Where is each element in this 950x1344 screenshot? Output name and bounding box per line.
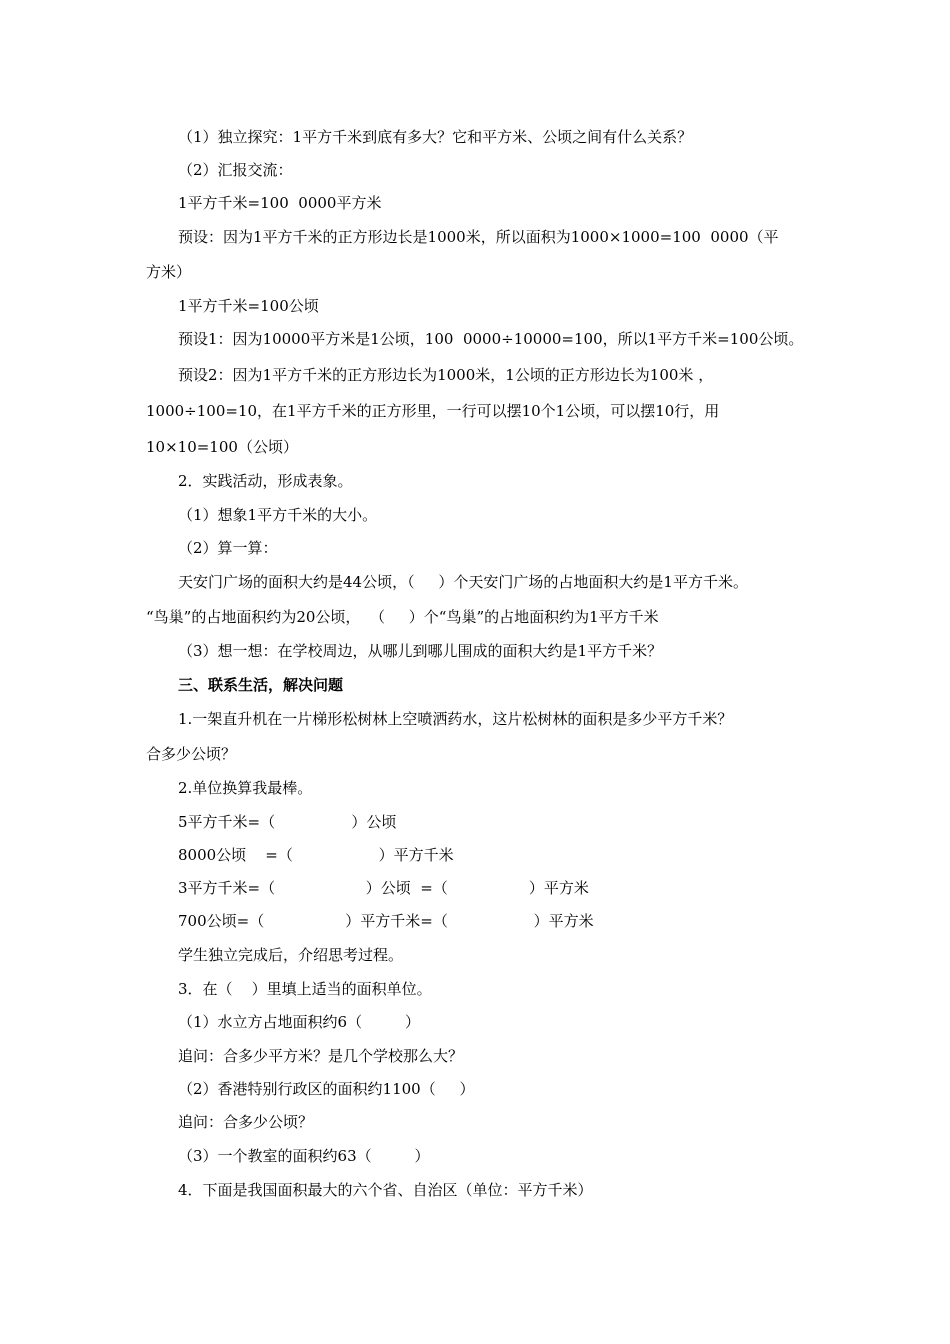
paragraph-line: “鸟巢”的占地面积约为20公顷， （ ）个“鸟巢”的占地面积约为1平方千米	[146, 608, 659, 626]
paragraph-line: （1）想象1平方千米的大小。	[178, 506, 378, 524]
paragraph-line: （3）想一想：在学校周边，从哪儿到哪儿围成的面积大约是1平方千米？	[178, 642, 663, 660]
paragraph-line: 追问：合多少公顷？	[178, 1113, 314, 1131]
paragraph-line: 学生独立完成后，介绍思考过程。	[178, 946, 404, 964]
paragraph-line: （1）水立方占地面积约6（ ）	[178, 1013, 421, 1031]
paragraph-line: 追问：合多少平方米？是几个学校那么大？	[178, 1047, 464, 1065]
paragraph-line: （1）独立探究：1平方千米到底有多大？它和平方米、公顷之间有什么关系？	[178, 128, 693, 146]
paragraph-line: 1平方千米=100 0000平方米	[178, 194, 382, 212]
paragraph-line: 方米）	[146, 263, 192, 281]
paragraph-line: 3平方千米=（ ）公顷 =（ ）平方米	[178, 879, 589, 897]
paragraph-line: （3）一个教室的面积约63（ ）	[178, 1147, 430, 1165]
paragraph-line: 1000÷100=10，在1平方千米的正方形里，一行可以摆10个1公顷，可以摆10行，用	[146, 402, 720, 420]
paragraph-line: 合多少公顷？	[146, 745, 237, 763]
paragraph-line: 5平方千米=（ ）公顷	[178, 813, 397, 831]
paragraph-line: 2.单位换算我最棒。	[178, 779, 313, 797]
paragraph-line: 预设1：因为10000平方米是1公顷，100 0000÷10000=100，所以1平方千米=100公顷。	[178, 330, 804, 348]
paragraph-line: （2）汇报交流：	[178, 161, 293, 179]
paragraph-line: 700公顷=（ ）平方千米=（ ）平方米	[178, 912, 594, 930]
paragraph-line: 天安门广场的面积大约是44公顷，（ ）个天安门广场的占地面积大约是1平方千米。	[178, 573, 748, 591]
paragraph-line: 预设：因为1平方千米的正方形边长是1000米，所以面积为1000×1000=100 0000（平	[178, 228, 779, 246]
paragraph-line: 4．下面是我国面积最大的六个省、自治区（单位：平方千米）	[178, 1181, 593, 1199]
paragraph-line: 3．在（ ）里填上适当的面积单位。	[178, 980, 432, 998]
paragraph-line: （2）算一算：	[178, 539, 278, 557]
paragraph-line: （2）香港特别行政区的面积约1100（ ）	[178, 1080, 475, 1098]
section-heading: 三、联系生活，解决问题	[178, 676, 344, 694]
paragraph-line: 10×10=100（公顷）	[146, 438, 298, 456]
paragraph-line: 1平方千米=100公顷	[178, 297, 319, 315]
paragraph-line: 预设2：因为1平方千米的正方形边长为1000米，1公顷的正方形边长为100米 ，	[178, 366, 714, 384]
paragraph-line: 8000公顷 =（ ）平方千米	[178, 846, 454, 864]
paragraph-line: 2．实践活动，形成表象。	[178, 472, 353, 490]
paragraph-line: 1.一架直升机在一片梯形松树林上空喷洒药水，这片松树林的面积是多少平方千米？	[178, 710, 733, 728]
